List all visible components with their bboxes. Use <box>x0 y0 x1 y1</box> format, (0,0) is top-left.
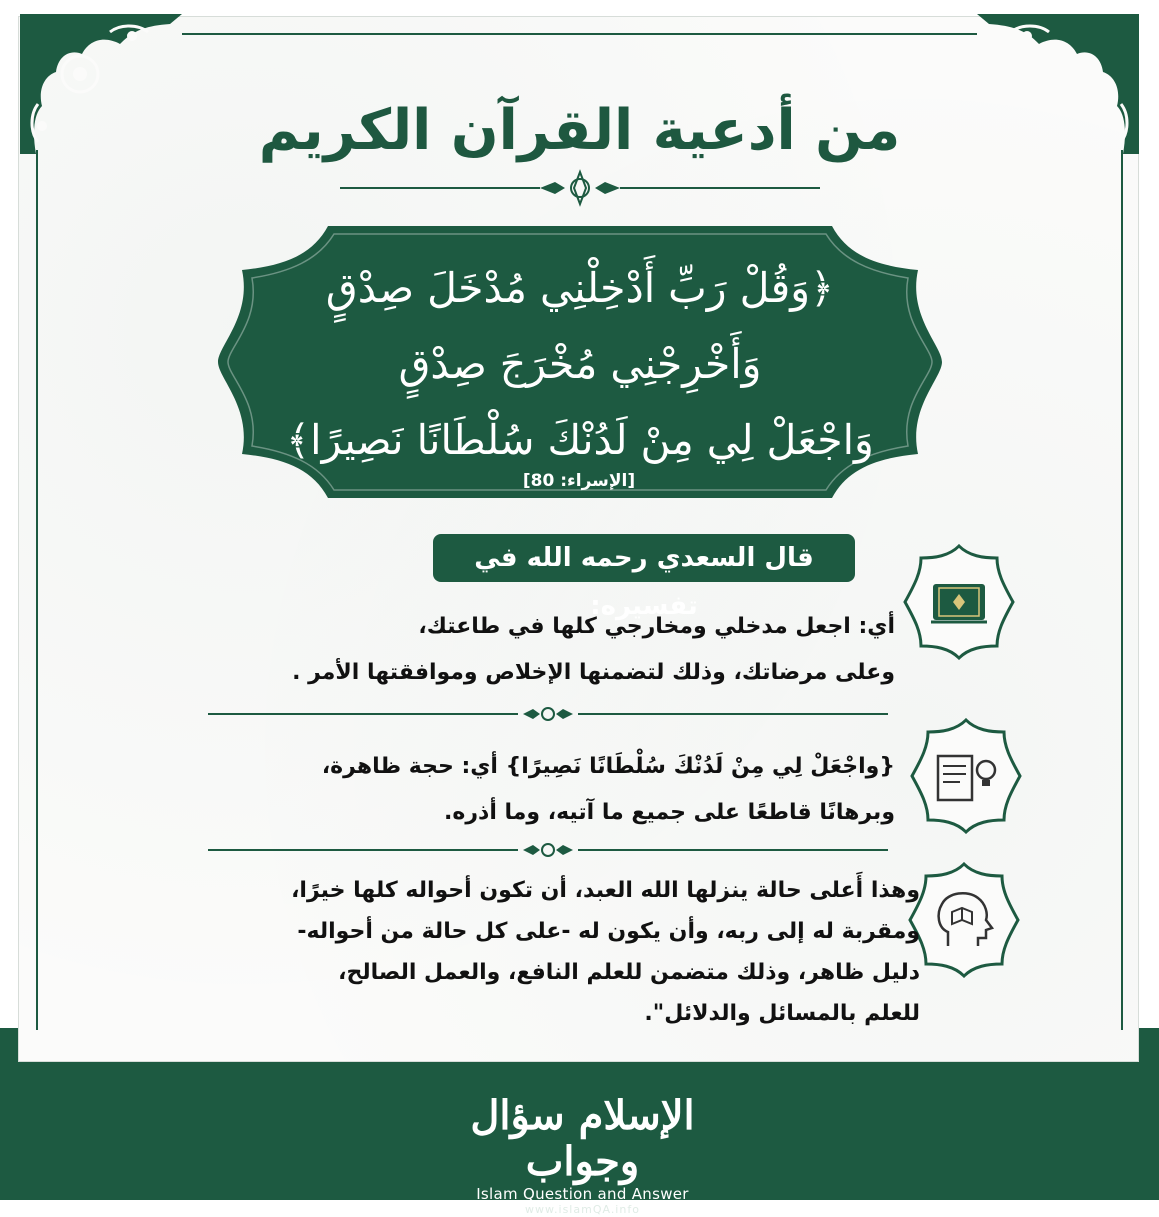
site-logo[interactable] <box>470 1093 695 1217</box>
document-idea-icon <box>910 718 1022 834</box>
verse-line-3: وَاجْعَلْ لِي مِنْ لَدُنْكَ سُلْطَانًا نَصِيرًا﴾ <box>286 416 874 464</box>
section-divider-2-icon <box>208 838 888 862</box>
paragraph-1-line-2: وعلى مرضاتك، وذلك لتضمنها الإخلاص وموافقتها الأمر . <box>292 660 895 685</box>
logo-arabic-text: الإسلام سؤال وجواب <box>470 1092 695 1185</box>
verse-reference: [الإسراء: 80] <box>522 471 636 491</box>
frame-top-line <box>182 33 977 35</box>
paragraph-3-line-2: ومقربة له إلى ربه، وأن يكون له -على كل حالة من أحواله- <box>297 919 920 944</box>
paragraph-3-line-3: دليل ظاهر، وذلك متضمن للعلم النافع، والعمل الصالح، <box>338 960 920 985</box>
paragraph-3-line-1: وهذا أَعلى حالة ينزلها الله العبد، أن تكون أحواله كلها خيرًا، <box>291 878 920 903</box>
verse-text <box>260 250 900 478</box>
frame-left-line <box>36 150 38 1030</box>
commentary-header: قال السعدي رحمه الله في تفسيره: <box>433 534 855 582</box>
logo-english-text: Islam Question and Answer <box>476 1185 689 1203</box>
commentary-paragraph-2 <box>230 744 895 836</box>
paragraph-2-line-1: {واجْعَلْ لِي مِنْ لَدُنْكَ سُلْطَانًا نَصِيرًا} أي: حجة ظاهرة، <box>321 754 895 779</box>
quran-book-icon <box>903 544 1015 660</box>
head-book-icon <box>908 862 1020 978</box>
page-title: من أدعية القرآن الكريم <box>258 98 901 163</box>
logo-url-text[interactable]: www.islamQA.info <box>525 1203 640 1216</box>
paragraph-3-line-4: للعلم بالمسائل والدلائل". <box>644 1001 920 1026</box>
section-divider-1-icon <box>208 702 888 726</box>
verse-line-1: ﴿وَقُلْ رَبِّ أَدْخِلْنِي مُدْخَلَ صِدْقٍ <box>325 264 835 312</box>
frame-right-line <box>1121 150 1123 1030</box>
title-divider-ornament-icon <box>340 168 820 208</box>
paragraph-1-line-1: أي: اجعل مدخلي ومخارجي كلها في طاعتك، <box>418 614 895 639</box>
paragraph-2-line-2: وبرهانًا قاطعًا على جميع ما آتيه، وما أذره. <box>444 800 895 825</box>
verse-line-2: وَأَخْرِجْنِي مُخْرَجَ صِدْقٍ <box>398 340 762 388</box>
commentary-paragraph-1 <box>230 604 895 696</box>
commentary-paragraph-3 <box>230 870 920 1034</box>
